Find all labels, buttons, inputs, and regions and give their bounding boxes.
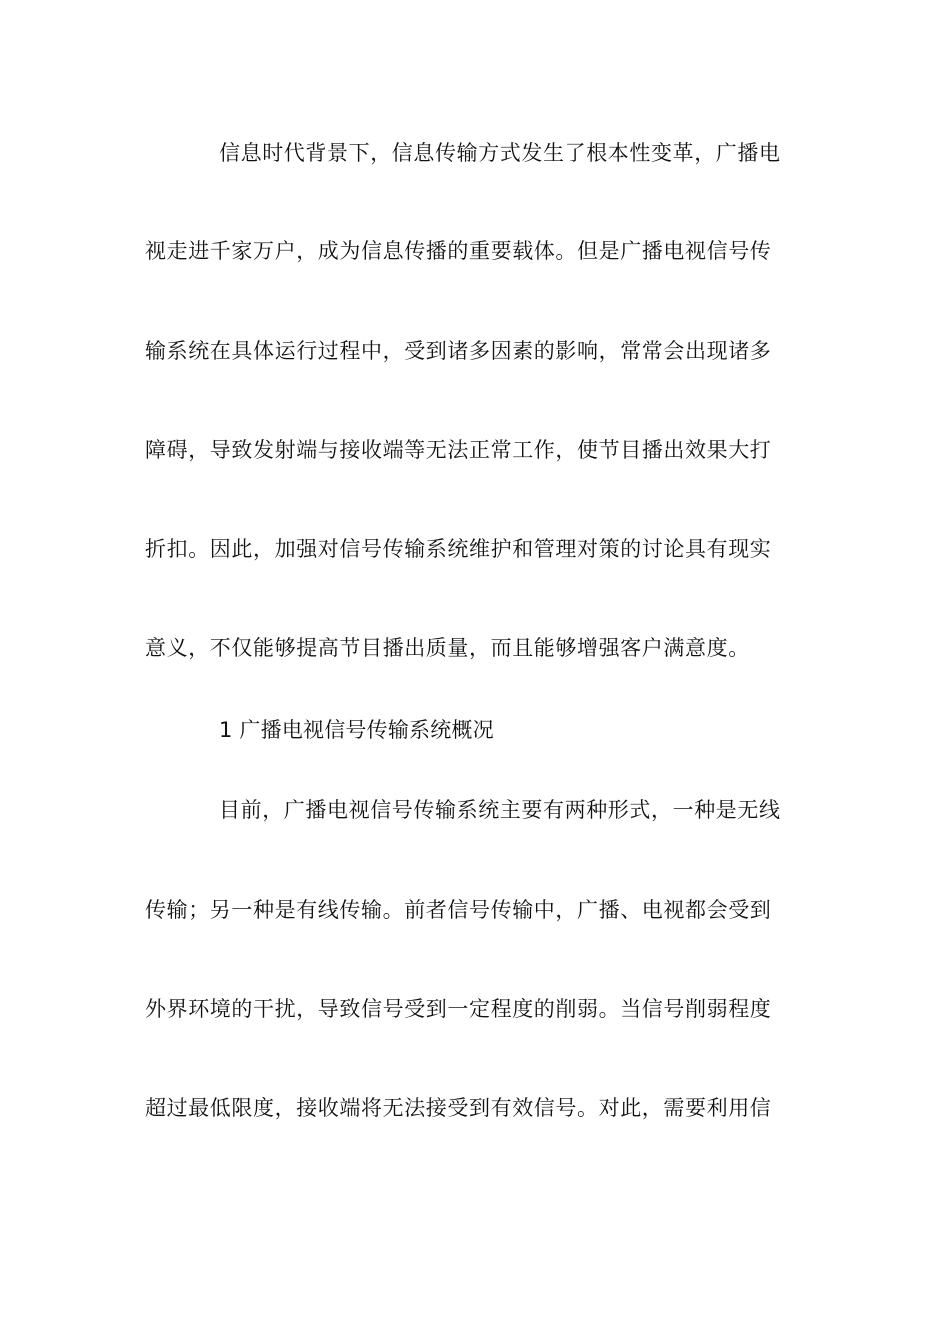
paragraph-2-line-1: 目前，广播电视信号传输系统主要有两种形式，一种是无线 — [219, 798, 781, 822]
section-heading: 1 广播电视信号传输系统概况 — [219, 718, 494, 742]
paragraph-2-line-2: 传输；另一种是有线传输。前者信号传输中，广播、电视都会受到 — [145, 898, 772, 922]
paragraph-2-line-4: 超过最低限度，接收端将无法接受到有效信号。对此，需要利用信 — [145, 1096, 772, 1120]
paragraph-1-line-1: 信息时代背景下，信息传输方式发生了根本性变革，广播电 — [219, 141, 781, 165]
paragraph-1-line-2: 视走进千家万户，成为信息传播的重要载体。但是广播电视信号传 — [145, 239, 772, 263]
paragraph-1-line-4: 障碍，导致发射端与接收端等无法正常工作，使节目播出效果大打 — [145, 438, 772, 462]
paragraph-1-line-3: 输系统在具体运行过程中，受到诸多因素的影响，常常会出现诸多 — [145, 339, 772, 363]
paragraph-2-line-3: 外界环境的干扰，导致信号受到一定程度的削弱。当信号削弱程度 — [145, 997, 772, 1021]
paragraph-1-line-6: 意义，不仅能够提高节目播出质量，而且能够增强客户满意度。 — [145, 636, 750, 660]
paragraph-1-line-5: 折扣。因此，加强对信号传输系统维护和管理对策的讨论具有现实 — [145, 537, 772, 561]
